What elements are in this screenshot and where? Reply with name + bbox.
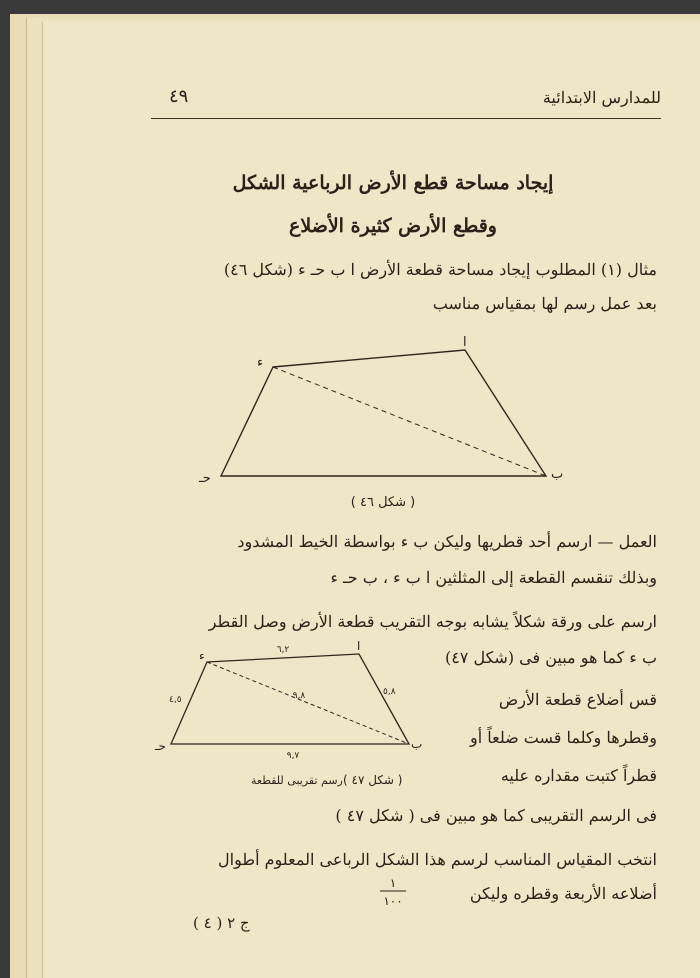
figure-46 [193, 332, 573, 512]
figure-47 [155, 638, 425, 793]
fig47-measure-bottom: ٩,٧ [286, 751, 300, 761]
book-page [42, 22, 700, 978]
diagonal-47 [207, 662, 409, 744]
body-line-1: العمل — ارسم أحد قطريها وليكن ب ء بواسطة الخيط المشدود [237, 532, 657, 551]
fig46-label-b: ب [551, 467, 564, 482]
fraction-numerator: ١ [389, 876, 397, 890]
quadrilateral-46 [221, 350, 546, 476]
body-line-10: أضلاعه الأربعة وقطره وليكن [469, 884, 657, 903]
body-line-6: وقطرها وكلما قست ضلعاً أو [469, 728, 657, 747]
quadrilateral-47 [171, 654, 409, 744]
fig47-measure-diagonal: ٩,٨ [292, 691, 306, 701]
section-heading-1: إيجاد مساحة قطع الأرض الرباعية الشكل [232, 172, 554, 194]
fig47-label-c: حـ [155, 739, 166, 753]
fig47-measure-right: ٥,٨ [383, 687, 396, 697]
scale-fraction [378, 874, 408, 910]
running-header [151, 84, 661, 114]
fig47-label-b: ب [411, 737, 423, 751]
body-line-7: قطراً كتبت مقداره عليه [500, 766, 657, 785]
body-line-4: ب ء كما هو مبين فى (شكل ٤٧) [444, 648, 657, 667]
fig46-label-c: حـ [199, 471, 211, 486]
fig46-label-a: ا [463, 335, 467, 350]
page-number: ٤٩ [169, 86, 189, 107]
diagonal-46 [273, 367, 546, 476]
fig46-caption: ( شكل ٤٦ ) [350, 495, 416, 510]
fig47-measure-top: ٦,٢ [276, 645, 290, 655]
header-rule [151, 118, 661, 119]
body-line-9: انتخب المقياس المناسب لرسم هذا الشكل الرباعى المعلوم أطوال [218, 850, 657, 869]
fig46-label-d: ء [257, 355, 264, 370]
section-heading-2: وقطع الأرض كثيرة الأضلاع [289, 215, 497, 237]
fig47-subcaption: رسم تقريبى للقطعة [251, 774, 343, 787]
signature-mark: ج ٢ ( ٤ ) [193, 914, 250, 932]
body-line-5: قس أضلاع قطعة الأرض [498, 690, 657, 709]
fig47-label-d: ء [199, 649, 205, 663]
example-line-1: مثال (١) المطلوب إيجاد مساحة قطعة الأرض ا ب حـ ء (شكل ٤٦) [223, 260, 657, 279]
fraction-denominator: ١٠٠ [383, 894, 403, 908]
fig47-measure-left: ٤,٥ [169, 695, 182, 705]
body-line-3: ارسم على ورقة شكلاً يشابه بوجه التقريب قطعة الأرض وصل القطر [208, 612, 657, 631]
body-line-2: وبذلك تنقسم القطعة إلى المثلثين ا ب ء ، ب حـ ء [330, 568, 657, 587]
fig47-label-a: ا [357, 639, 361, 653]
fig47-caption: ( شكل ٤٧ ) [343, 773, 403, 787]
example-line-2: بعد عمل رسم لها بمقياس مناسب [432, 294, 657, 313]
header-title: للمدارس الابتدائية [542, 88, 661, 107]
body-line-8: فى الرسم التقريبى كما هو مبين فى ( شكل ٤٧ ) [335, 806, 657, 825]
